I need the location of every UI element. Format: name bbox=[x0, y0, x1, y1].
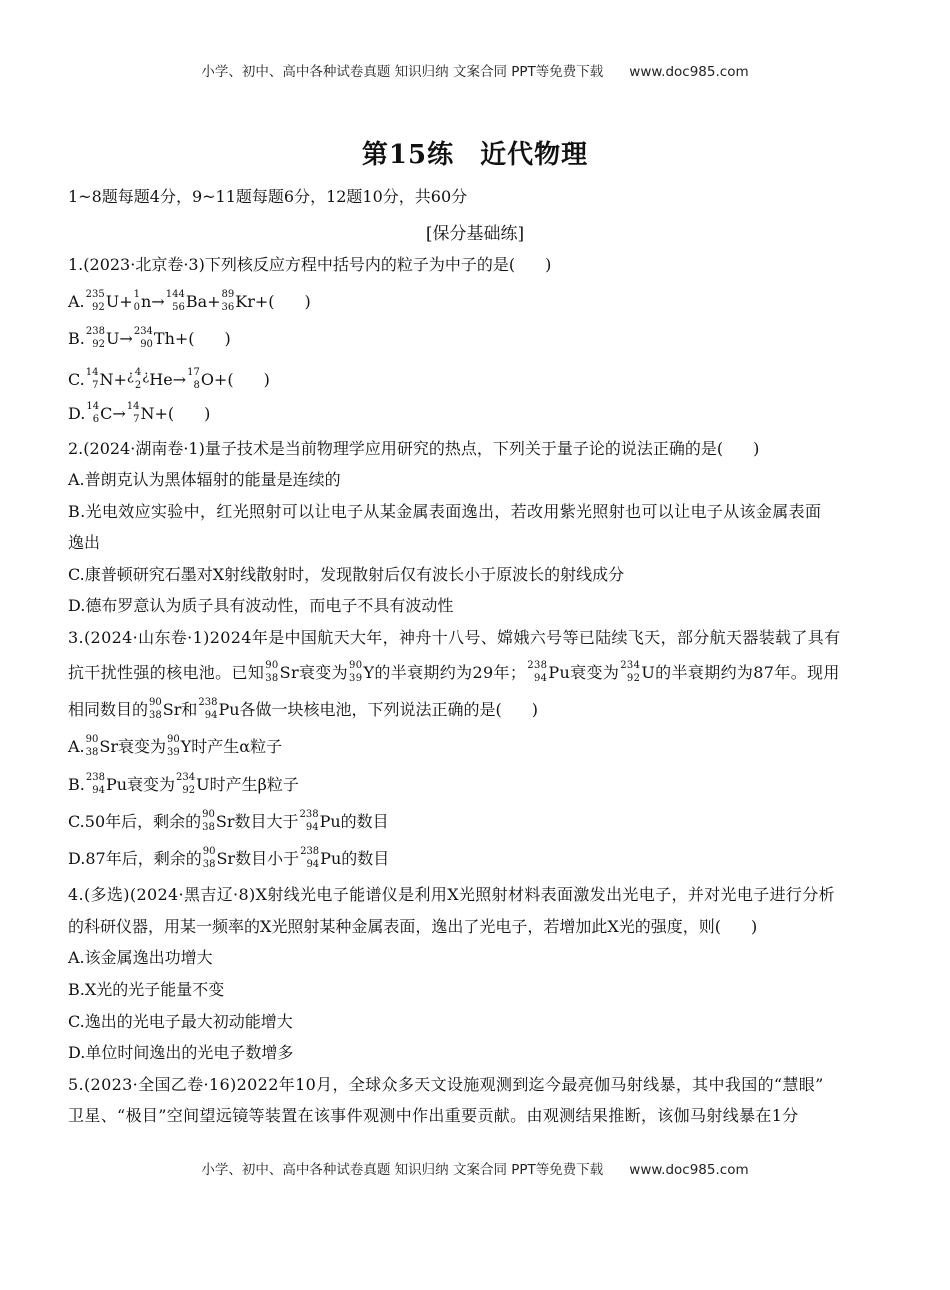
header-site-text: 小学、初中、高中各种试卷真题 知识归纳 文案合同 PPT等免费下载 bbox=[201, 64, 604, 80]
q1-stem: 1.(2023·北京卷·3)下列核反应方程中括号内的粒子为中子的是( ) bbox=[68, 255, 552, 274]
page-footer bbox=[0, 1158, 950, 1178]
footer-site-text: 小学、初中、高中各种试卷真题 知识归纳 文案合同 PPT等免费下载 bbox=[201, 1162, 604, 1178]
q2-option-c: C.康普顿研究石墨对X射线散射时，发现散射后仅有波长小于原波长的射线成分 bbox=[68, 565, 625, 584]
footer-url[interactable]: www.doc985.com bbox=[629, 1162, 749, 1178]
q5-stem-line2: 卫星、“极目”空间望远镜等装置在该事件观测中作出重要贡献。由观测结果推断，该伽马射线暴在1分 bbox=[68, 1106, 799, 1125]
q2-stem: 2.(2024·湖南卷·1)量子技术是当前物理学应用研究的热点，下列关于量子论的说法正确的是( ) bbox=[68, 439, 760, 458]
title-part1: 第15练 bbox=[361, 140, 455, 170]
scoring-note: 1~8题每题4分，9~11题每题6分，12题10分，共60分 bbox=[68, 187, 468, 206]
section-heading: [保分基础练] bbox=[425, 224, 525, 244]
q1-option-c: C. 14 7 N+¿ 4 2 ¿He→ 17 8 O+( ) bbox=[68, 367, 270, 391]
q4-option-d: D.单位时间逸出的光电子数增多 bbox=[68, 1043, 294, 1062]
page-title bbox=[0, 134, 950, 171]
q2-option-d: D.德布罗意认为质子具有波动性，而电子不具有波动性 bbox=[68, 596, 454, 615]
q1-option-d: D. 14 6 C→ 14 7 N+( ) bbox=[68, 401, 211, 425]
q2-option-a: A.普朗克认为黑体辐射的能量是连续的 bbox=[68, 470, 341, 489]
q3-stem-line3: 相同数目的 90 38 Sr和 238 94 Pu各做一块核电池，下列说法正确的是( ) bbox=[68, 697, 539, 721]
q4-option-c: C.逸出的光电子最大初动能增大 bbox=[68, 1012, 293, 1031]
q3-option-d: D.87年后，剩余的 90 38 Sr数目小于 238 94 Pu的数目 bbox=[68, 846, 390, 870]
title-part2: 近代物理 bbox=[480, 140, 589, 170]
q2-option-b: B.光电效应实验中，红光照射可以让电子从某金属表面逸出，若改用紫光照射也可以让电子从该金属表面 bbox=[68, 502, 822, 521]
q1-option-b: B. 238 92 U→ 234 90 Th+( ) bbox=[68, 326, 231, 350]
header-url[interactable]: www.doc985.com bbox=[629, 64, 749, 80]
q1-option-a: A. 235 92 U+ 1 0 n→ 144 56 Ba+ 89 36 Kr+( ) bbox=[68, 289, 311, 313]
q3-option-a: A. 90 38 Sr衰变为 90 39 Y时产生α粒子 bbox=[68, 734, 283, 758]
q5-stem-line1: 5.(2023·全国乙卷·16)2022年10月，全球众多天文设施观测到迄今最亮伽马射线暴，其中我国的“慧眼” bbox=[68, 1075, 824, 1094]
q4-stem-line1: 4.(多选)(2024·黑吉辽·8)X射线光电子能谱仪是利用X光照射材料表面激发出光电子，并对光电子进行分析 bbox=[68, 885, 835, 904]
q4-option-b: B.X光的光子能量不变 bbox=[68, 980, 225, 999]
q3-option-c: C.50年后，剩余的 90 38 Sr数目大于 238 94 Pu的数目 bbox=[68, 809, 389, 833]
page-header bbox=[0, 60, 950, 80]
q3-stem-line2: 抗干扰性强的核电池。已知 90 38 Sr衰变为 90 39 Y的半衰期约为29年； 238 94 Pu衰变为 234 92 U的半衰期约为87年。现用 bbox=[68, 660, 840, 684]
q2-option-b-cont: 逸出 bbox=[68, 533, 101, 552]
q3-option-b: B. 238 94 Pu衰变为 234 92 U时产生β粒子 bbox=[68, 772, 299, 796]
q3-stem-line1: 3.(2024·山东卷·1)2024年是中国航天大年，神舟十八号、嫦娥六号等已陆续飞天，部分航天器装载了具有 bbox=[68, 628, 841, 647]
q4-stem-line2: 的科研仪器，用某一频率的X光照射某种金属表面，逸出了光电子，若增加此X光的强度，则( ) bbox=[68, 917, 758, 936]
q4-option-a: A.该金属逸出功增大 bbox=[68, 948, 213, 967]
